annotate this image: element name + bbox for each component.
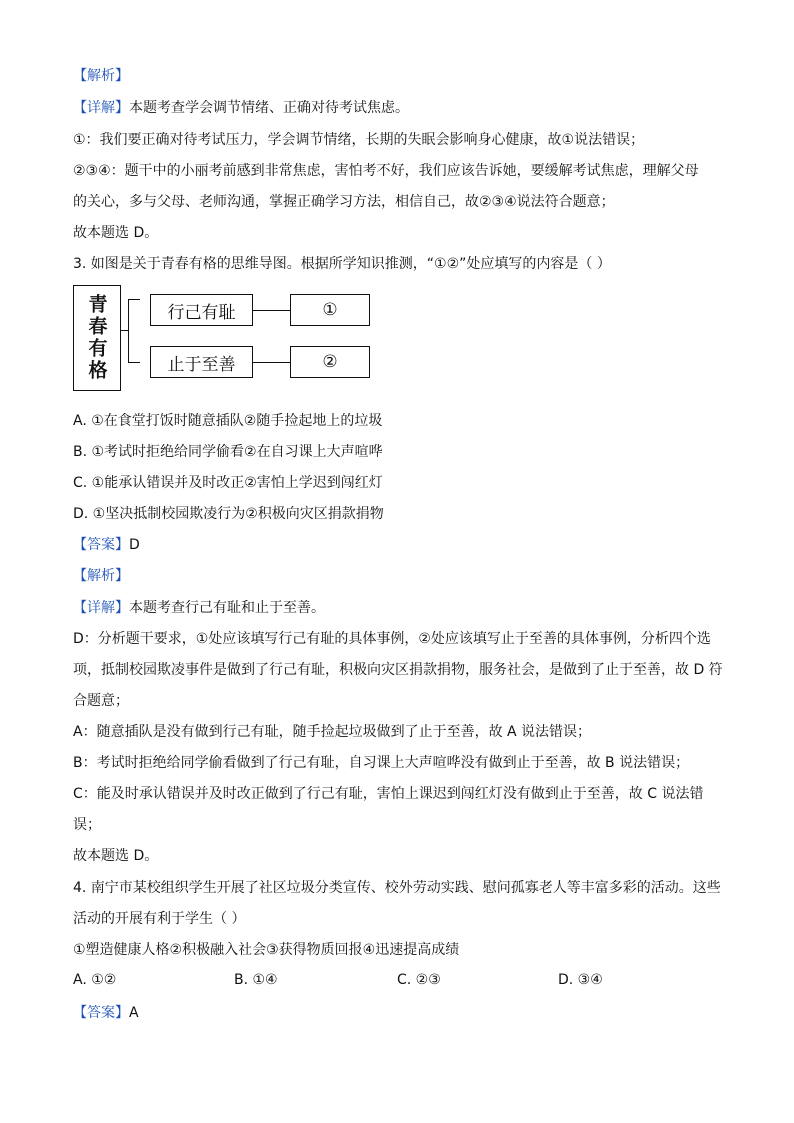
text-line: C：能及时承认错误并及时改正做到了行己有耻，害怕上课迟到闯红灯没有做到止于至善，故 C 说法错 [73, 786, 704, 802]
answer-line: 【答案】D [73, 537, 140, 553]
q3-option-d: D. ①坚决抵制校园欺凌行为②积极向灾区捐款捐物 [73, 506, 384, 522]
answer-line: 【答案】A [73, 1005, 139, 1021]
mind-map-blank-1: ① [290, 294, 370, 326]
connector-line [253, 362, 290, 363]
brace-connector [128, 299, 143, 363]
q3-option-c: C. ①能承认错误并及时改正②害怕上学迟到闯红灯 [73, 475, 383, 491]
mind-map-branch-2: 止于至善 [150, 346, 253, 378]
text-line: 活动的开展有利于学生（ ） [73, 911, 246, 927]
q4-option-d: D. ③④ [558, 972, 603, 988]
text-line: 故本题选 D。 [73, 848, 159, 864]
text-line: ②③④：题干中的小丽考前感到非常焦虑，害怕考不好，我们应该告诉她，要缓解考试焦虑，理解父母 [73, 163, 699, 179]
text-line: 项，抵制校园欺凌事件是做到了行己有耻，积极向灾区捐款捐物，服务社会，是做到了止于至善，故 D 符 [73, 662, 723, 678]
mind-map-branch-1: 行己有耻 [150, 294, 253, 326]
text-line: 的关心，多与父母、老师沟通，掌握正确学习方法，相信自己，故②③④说法符合题意； [73, 194, 615, 210]
mind-map-root: 青春有格 [73, 285, 121, 391]
q4-option-b: B. ①④ [234, 972, 278, 988]
connector-line [253, 310, 290, 311]
analysis-heading: 【解析】 [73, 568, 129, 584]
text-line: 故本题选 D。 [73, 225, 159, 241]
question-3: 3. 如图是关于青春有格的思维导图。根据所学知识推测，“①②”处应填写的内容是（ ） [73, 256, 611, 272]
text-line: D：分析题干要求，①处应该填写行己有耻的具体事例，②处应该填写止于至善的具体事例，分析四个选 [73, 631, 711, 647]
question-4: 4. 南宁市某校组织学生开展了社区垃圾分类宣传、校外劳动实践、慰问孤寡老人等丰富多彩的活动。这些 [73, 880, 721, 896]
text-line: A：随意插队是没有做到行己有耻，随手捡起垃圾做到了止于至善，故 A 说法错误； [73, 724, 592, 740]
q4-statements: ①塑造健康人格②积极融入社会③获得物质回报④迅速提高成绩 [73, 942, 460, 958]
text-line: ①：我们要正确对待考试压力，学会调节情绪，长期的失眠会影响身心健康，故①说法错误； [73, 132, 645, 148]
text-line: 误； [73, 817, 101, 833]
q3-option-a: A. ①在食堂打饭时随意插队②随手捡起地上的垃圾 [73, 413, 383, 429]
detail-line: 【详解】本题考查行己有耻和止于至善。 [73, 600, 325, 616]
text-line: 合题意； [73, 693, 129, 709]
text-line: B：考试时拒绝给同学偷看做到了行己有耻，自习课上大声喧哗没有做到止于至善，故 B 说法错误； [73, 755, 690, 771]
analysis-heading: 【解析】 [73, 68, 129, 84]
q4-option-a: A. ①② [73, 972, 117, 988]
detail-line: 【详解】本题考查学会调节情绪、正确对待考试焦虑。 [73, 100, 409, 116]
q3-option-b: B. ①考试时拒绝给同学偷看②在自习课上大声喧哗 [73, 444, 383, 460]
mind-map-blank-2: ② [290, 346, 370, 378]
q4-option-c: C. ②③ [397, 972, 441, 988]
mind-map-diagram [73, 285, 373, 393]
